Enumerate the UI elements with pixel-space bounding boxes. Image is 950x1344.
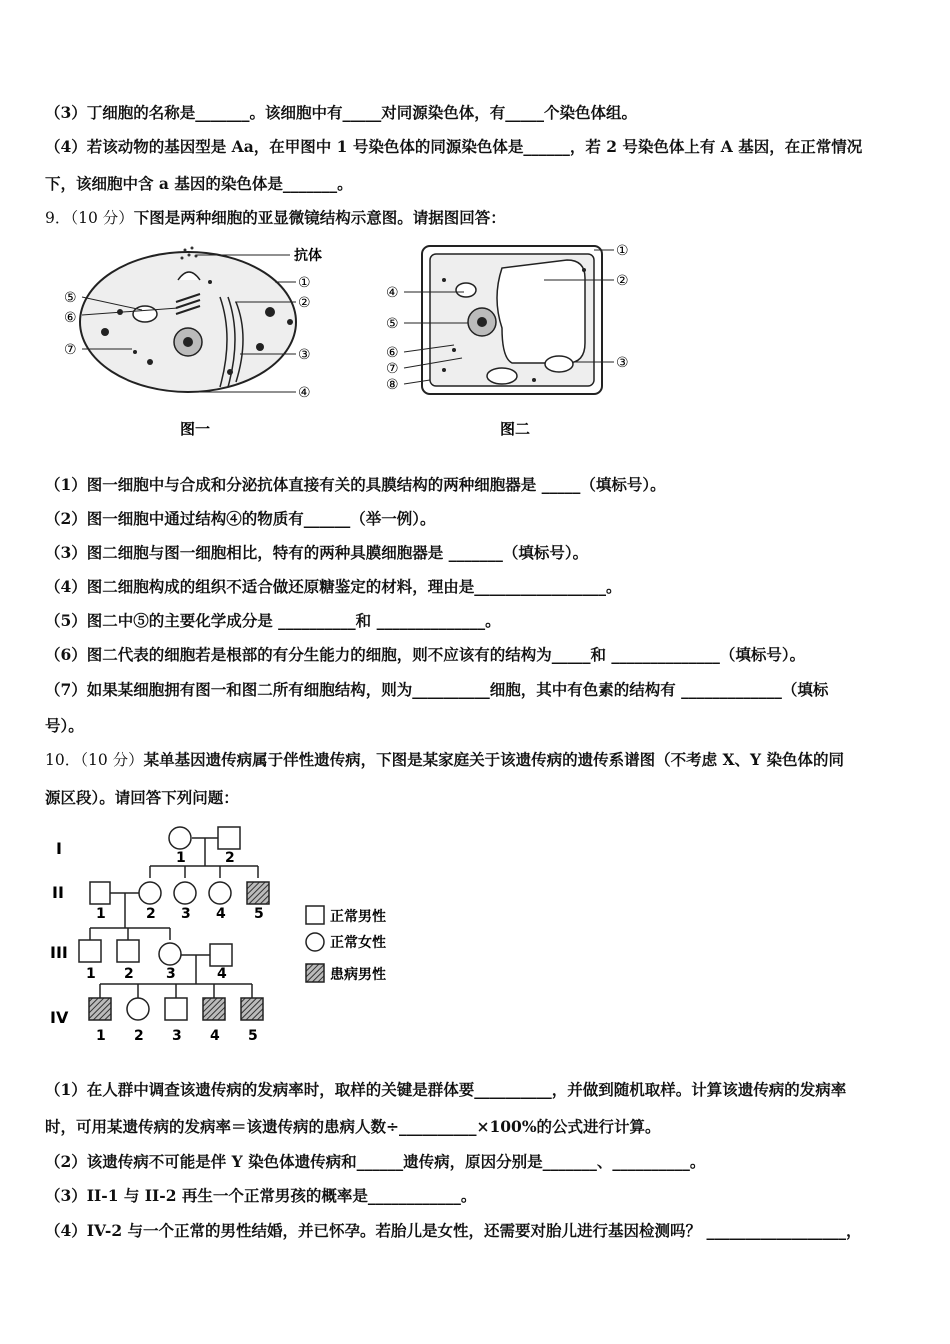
nucleolus	[183, 337, 193, 347]
q10-number: 10．（10 分）	[45, 751, 144, 769]
num-III-3: 3	[166, 966, 176, 982]
num-IV-3: 3	[172, 1028, 182, 1044]
fig2-label-5: ⑤	[386, 316, 399, 332]
legend-normal-female-icon	[306, 933, 324, 951]
fig2-label-2: ②	[616, 273, 629, 289]
num-II-5: 5	[254, 906, 264, 922]
IV-5	[241, 998, 263, 1020]
q10-3: （3）II-1 与 II-2 再生一个正常男孩的概率是____________。	[45, 1186, 477, 1205]
q9-7b: 号）。	[45, 716, 84, 735]
III-3	[159, 943, 181, 965]
pedigree-chart	[40, 818, 420, 1050]
q9-4: （4）图二细胞构成的组织不适合做还原糖鉴定的材料，理由是_________________。	[45, 577, 622, 596]
legend-affected-male-icon	[306, 964, 324, 982]
fig1-label-3: ③	[298, 347, 311, 363]
fig2-label-3: ③	[616, 355, 629, 371]
num-IV-1: 1	[96, 1028, 106, 1044]
legend-normal-female: 正常女性	[330, 935, 386, 951]
q8-4a: （4）若该动物的基因型是 Aa，在甲图中 1 号染色体的同源染色体是______，若 2 号染色体上有 A 基因，在正常情况	[45, 137, 863, 156]
fig2-label-4: ④	[386, 285, 399, 301]
q9-1: （1）图一细胞中与合成和分泌抗体直接有关的具膜结构的两种细胞器是 _____（填标号）。	[45, 475, 666, 494]
fig1-label-6: ⑥	[64, 310, 77, 326]
num-II-1: 1	[96, 906, 106, 922]
vacuole	[497, 260, 585, 363]
antibody-label: 抗体	[294, 248, 322, 264]
q9-heading-text: 下图是两种细胞的亚显微镜结构示意图。请据图回答：	[133, 208, 506, 227]
q10-2: （2）该遗传病不可能是伴 Y 染色体遗传病和______遗传病，原因分别是_______、__________。	[45, 1152, 706, 1171]
mitochondrion-2	[487, 368, 517, 384]
legend-normal-male-icon	[306, 906, 324, 924]
q10-1a: （1）在人群中调查该遗传病的发病率时，取样的关键是群体要__________，并做到随机取样。计算该遗传病的发病率	[45, 1080, 847, 1099]
fig2-label-6: ⑥	[386, 345, 399, 361]
III-4	[210, 944, 232, 966]
num-III-4: 4	[217, 966, 227, 982]
figure-two	[384, 240, 654, 440]
chloroplast	[545, 356, 573, 372]
q9-2: （2）图一细胞中通过结构④的物质有______（举一例）。	[45, 509, 436, 528]
gen-I: I	[56, 839, 62, 858]
fig1-caption: 图一	[180, 420, 211, 438]
III-1	[79, 940, 101, 962]
III-2	[117, 940, 139, 962]
num-III-2: 2	[124, 966, 134, 982]
gen-II: II	[52, 883, 64, 902]
num-IV-2: 2	[134, 1028, 144, 1044]
q10-heading-b: 源区段）。请回答下列问题：	[45, 788, 239, 807]
num-I-1: 1	[176, 850, 186, 866]
I-2	[218, 827, 240, 849]
gen-IV: IV	[50, 1008, 69, 1027]
num-II-3: 3	[181, 906, 191, 922]
q8-4b: 下，该细胞中含 a 基因的染色体是_______。	[45, 174, 353, 193]
pedigree-symbols	[79, 827, 269, 1020]
num-III-1: 1	[86, 966, 96, 982]
golgi-2	[456, 283, 476, 297]
IV-3	[165, 998, 187, 1020]
IV-4	[203, 998, 225, 1020]
q9-5: （5）图二中⑤的主要化学成分是 __________和 ______________。	[45, 611, 501, 630]
q10-1b: 时，可用某遗传病的发病率＝该遗传病的患病人数÷__________×100%的公式进行计算。	[45, 1117, 661, 1136]
q9-3: （3）图二细胞与图一细胞相比，特有的两种具膜细胞器是 _______（填标号）。	[45, 543, 589, 562]
num-IV-4: 4	[210, 1028, 220, 1044]
q10-4: （4）IV-2 与一个正常的男性结婚，并已怀孕。若胎儿是女性，还需要对胎儿进行基因检测吗？ __________________，	[45, 1221, 862, 1240]
q8-3: （3）丁细胞的名称是_______。该细胞中有_____对同源染色体，有_____个染色体组。	[45, 103, 638, 122]
num-IV-5: 5	[248, 1028, 258, 1044]
II-1	[90, 882, 110, 904]
II-2	[139, 882, 161, 904]
num-II-2: 2	[146, 906, 156, 922]
q9-6: （6）图二代表的细胞若是根部的有分生能力的细胞，则不应该有的结构为_____和 ______________（填标号）。	[45, 645, 806, 664]
pedigree-legend	[306, 906, 386, 983]
fig2-label-7: ⑦	[386, 361, 399, 377]
II-4	[209, 882, 231, 904]
fig1-label-4: ④	[298, 385, 311, 401]
q9-heading	[45, 208, 910, 228]
num-II-4: 4	[216, 906, 226, 922]
II-3	[174, 882, 196, 904]
fig1-label-1: ①	[298, 275, 311, 291]
figure-one	[60, 242, 350, 442]
gen-III: III	[50, 943, 68, 962]
IV-2	[127, 998, 149, 1020]
fig1-label-2: ②	[298, 295, 311, 311]
fig2-caption: 图二	[500, 420, 531, 438]
fig1-label-5: ⑤	[64, 290, 77, 306]
fig1-label-7: ⑦	[64, 342, 77, 358]
nucleolus-2	[477, 317, 487, 327]
num-I-2: 2	[225, 850, 235, 866]
q10-heading	[45, 750, 910, 770]
legend-normal-male: 正常男性	[330, 909, 386, 925]
I-1	[169, 827, 191, 849]
fig2-label-8: ⑧	[386, 377, 399, 393]
q9-number: 9．（10 分）	[45, 209, 134, 227]
IV-1	[89, 998, 111, 1020]
q9-7a: （7）如果某细胞拥有图一和图二所有细胞结构，则为__________细胞，其中有色素的结构有 _____________（填标	[45, 680, 829, 699]
legend-affected-male: 患病男性	[330, 967, 386, 983]
fig2-label-1: ①	[616, 243, 629, 259]
II-5	[247, 882, 269, 904]
q10-heading-text: 某单基因遗传病属于伴性遗传病，下图是某家庭关于该遗传病的遗传系谱图（不考虑 X、Y 染色体的同	[143, 750, 845, 769]
